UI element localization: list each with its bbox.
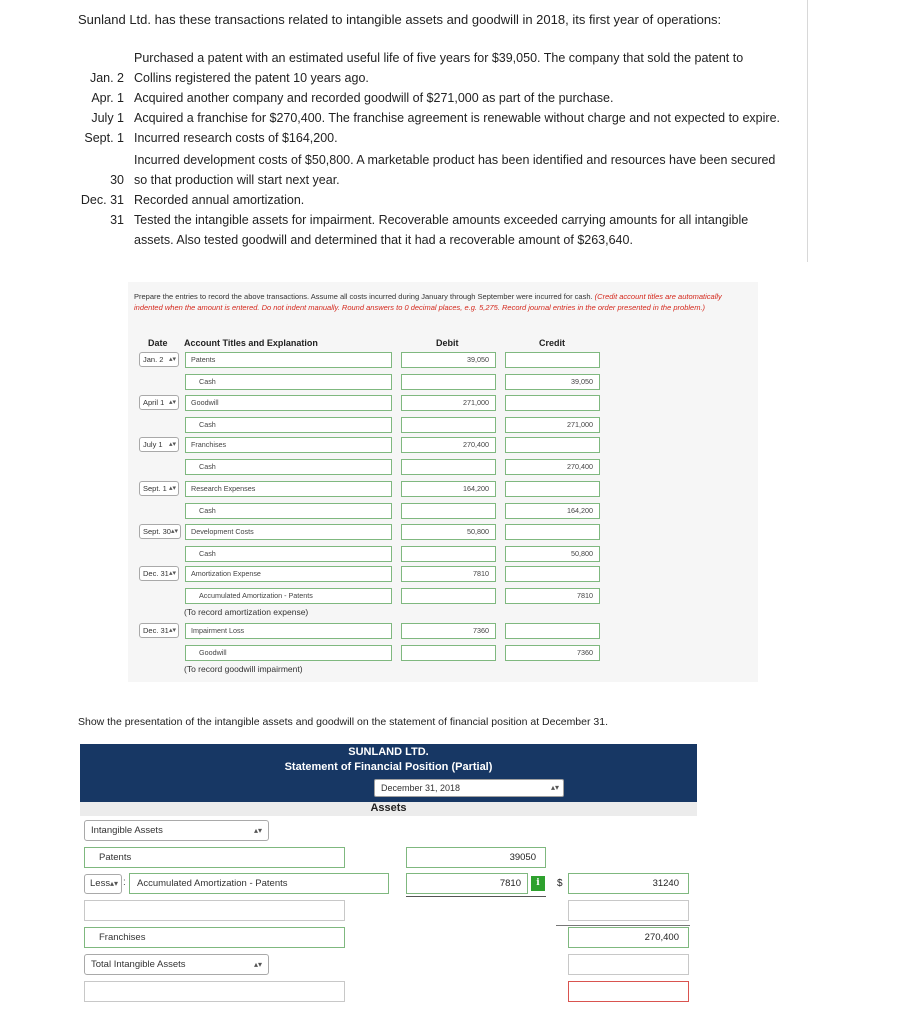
account-column-header: Account Titles and Explanation [184,338,318,348]
debit-amount-field[interactable]: 39,050 [401,352,496,368]
debit-account-field[interactable]: Research Expenses [185,481,392,497]
statement-title: Statement of Financial Position (Partial) [284,761,493,773]
empty-amount-field-error[interactable] [568,981,689,1002]
credit-amount-field[interactable]: 7360 [505,645,600,661]
empty-amount-field[interactable] [568,900,689,921]
debit-row-credit-field[interactable] [505,352,600,368]
credit-column-header: Credit [539,338,566,348]
debit-account-field[interactable]: Impairment Loss [185,623,392,639]
statement-date-select[interactable] [374,779,564,797]
debit-amount-field[interactable]: 270,400 [401,437,496,453]
entry-date-value: Dec. 31 [143,626,169,635]
debit-amount-field[interactable]: 164,200 [401,481,496,497]
select-arrows-icon: ▴▾ [168,399,176,406]
select-arrows-icon: ▴▾ [168,627,176,634]
entry-memo: (To record goodwill impairment) [184,664,303,674]
dollar-sign: $ [557,878,563,889]
select-arrows-icon: ▴▾ [168,485,176,492]
entry-date-select[interactable] [139,352,179,367]
select-arrows-icon: ▴▾ [168,570,176,577]
debit-row-credit-field[interactable] [505,395,600,411]
transaction-date: 30 [110,173,124,187]
journal-instructions [134,292,746,313]
debit-row-credit-field[interactable] [505,566,600,582]
debit-account-field[interactable]: Patents [185,352,392,368]
select-arrows-icon: ▴▾ [168,441,176,448]
debit-row-credit-field[interactable] [505,623,600,639]
credit-amount-field[interactable]: 7810 [505,588,600,604]
accum-amortization-field[interactable]: Accumulated Amortization - Patents [129,873,389,894]
empty-account-field[interactable] [84,981,345,1002]
transaction-text: Collins registered the patent 10 years ago. [134,71,369,85]
credit-row-debit-field[interactable] [401,417,496,433]
select-arrows-icon: ▴▾ [253,960,262,969]
total-underline [556,925,690,926]
entry-date-value: Sept. 30 [143,527,171,536]
debit-account-field[interactable]: Franchises [185,437,392,453]
transaction-text: Incurred research costs of $164,200. [134,131,338,145]
transaction-date: Jan. 2 [89,71,124,85]
entry-date-select[interactable] [139,437,179,452]
credit-account-field[interactable]: Goodwill [185,645,392,661]
credit-account-field[interactable]: Cash [185,374,392,390]
transaction-date: Dec. 31 [80,193,124,207]
transaction-text: Acquired another company and recorded goodwill of $271,000 as part of the purchase. [134,91,614,105]
entry-date-value: April 1 [143,398,165,407]
patents-account-field[interactable]: Patents [84,847,345,868]
entry-memo: (To record amortization expense) [184,607,309,617]
credit-row-debit-field[interactable] [401,503,496,519]
debit-account-field[interactable]: Goodwill [185,395,392,411]
statement-date-value: December 31, 2018 [381,783,461,793]
credit-row-debit-field[interactable] [401,588,496,604]
credit-row-debit-field[interactable] [401,374,496,390]
transaction-date: 31 [110,213,124,227]
transaction-date: July 1 [91,111,124,125]
entry-date-select[interactable] [139,566,179,581]
select-arrows-icon: ▴▾ [168,356,176,363]
credit-account-field[interactable]: Accumulated Amortization - Patents [185,588,392,604]
problem-intro: Sunland Ltd. has these transactions related to intangible assets and goodwill in 2018, its first year of operations: [78,12,722,27]
transaction-text: Recorded annual amortization. [134,193,305,207]
entry-date-select[interactable] [139,623,179,638]
credit-account-field[interactable]: Cash [185,503,392,519]
patents-amount-field[interactable]: 39050 [406,847,546,868]
sfp-question: Show the presentation of the intangible assets and goodwill on the statement of financial position at December 31. [78,716,608,728]
entry-date-value: Dec. 31 [143,569,169,578]
intangible-assets-value: Intangible Assets [91,825,163,836]
credit-amount-field[interactable]: 164,200 [505,503,600,519]
credit-amount-field[interactable]: 271,000 [505,417,600,433]
credit-account-field[interactable]: Cash [185,546,392,562]
debit-row-credit-field[interactable] [505,437,600,453]
transaction-text: Incurred development costs of $50,800. A marketable product has been identified and resources have been secured [134,153,776,167]
transaction-text: so that production will start next year. [134,173,340,187]
credit-row-debit-field[interactable] [401,546,496,562]
transaction-text: assets. Also tested goodwill and determined that it had a recoverable amount of $263,640. [134,233,633,247]
credit-amount-field[interactable]: 50,800 [505,546,600,562]
total-intangible-amount-field[interactable] [568,954,689,975]
date-column-header: Date [148,338,168,348]
credit-row-debit-field[interactable] [401,645,496,661]
credit-account-field[interactable]: Cash [185,417,392,433]
debit-amount-field[interactable]: 7360 [401,623,496,639]
intangible-assets-select[interactable] [84,820,269,841]
net-patents-amount-field[interactable]: 31240 [568,873,689,894]
transaction-date: Apr. 1 [91,91,124,105]
debit-column-header: Debit [436,338,459,348]
total-intangible-assets-select[interactable] [84,954,269,975]
accum-amortization-amount-field[interactable]: 7810 [406,873,528,894]
franchises-amount-field[interactable]: 270,400 [568,927,689,948]
entry-date-select[interactable] [139,395,179,410]
entry-date-value: Sept. 1 [143,484,167,493]
credit-account-field[interactable]: Cash [185,459,392,475]
entry-date-select[interactable] [139,524,181,539]
select-arrows-icon: ▴▾ [253,826,262,835]
debit-account-field[interactable]: Development Costs [185,524,392,540]
instructions-text: Prepare the entries to record the above transactions. Assume all costs incurred during January through September were incurred for cash. [134,292,593,301]
empty-account-field[interactable] [84,900,345,921]
debit-amount-field[interactable]: 7810 [401,566,496,582]
select-arrows-icon: ▴▾ [109,879,118,888]
transaction-date: Sept. 1 [84,131,124,145]
entry-date-select[interactable] [139,481,179,496]
info-icon[interactable]: i [531,876,545,891]
statement-header [80,744,697,802]
debit-amount-field[interactable]: 271,000 [401,395,496,411]
entry-date-value: Jan. 2 [143,355,164,364]
debit-row-credit-field[interactable] [505,481,600,497]
entry-date-value: July 1 [143,440,163,449]
transaction-text: Tested the intangible assets for impairment. Recoverable amounts exceeded carrying amounts for all intangible [134,213,749,227]
debit-account-field[interactable]: Amortization Expense [185,566,392,582]
debit-amount-field[interactable]: 50,800 [401,524,496,540]
total-intangible-assets-value: Total Intangible Assets [91,959,186,970]
franchises-account-field[interactable]: Franchises [84,927,345,948]
less-select[interactable] [84,874,122,894]
assets-section-bar [80,802,697,816]
company-name: SUNLAND LTD. [348,746,429,758]
select-arrows-icon: ▴▾ [550,783,559,792]
select-arrows-icon: ▴▾ [170,528,178,535]
debit-row-credit-field[interactable] [505,524,600,540]
transaction-text: Purchased a patent with an estimated useful life of five years for $39,050. The company that sold the patent to [134,51,744,65]
credit-row-debit-field[interactable] [401,459,496,475]
credit-amount-field[interactable]: 39,050 [505,374,600,390]
colon-separator: : [123,877,126,888]
subtotal-underline [406,896,546,897]
less-select-value: Less [90,878,111,889]
credit-amount-field[interactable]: 270,400 [505,459,600,475]
instructions-note: (Credit account titles are automatically indented when the amount is entered. Do not indent manually. Round answers to 0 decimal places, e.g. 5,275. Record journal entries in the order presented in the problem.) [134,292,722,312]
transaction-text: Acquired a franchise for $270,400. The franchise agreement is renewable without charge and not expected to expire. [134,111,781,125]
assets-heading: Assets [370,802,407,814]
